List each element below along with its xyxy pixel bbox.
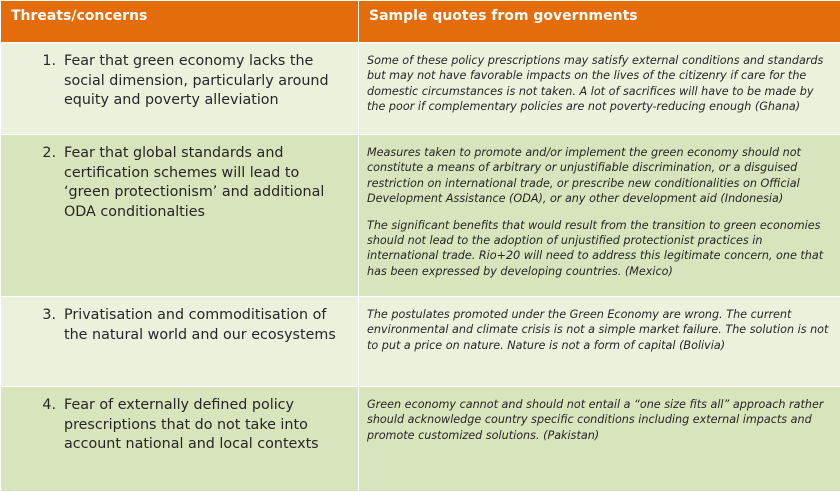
threat-number: 2. — [2, 144, 64, 222]
government-quote: The postulates promoted under the Green Economy are wrong. The current environmental and climate crisis is not a simple market failure. The solution is not to put a price on nature. Nature is not a form of capital (Bolivia) — [360, 298, 839, 353]
threat-cell — [1, 135, 359, 297]
threat-cell — [1, 43, 359, 135]
quote-cell — [359, 135, 840, 297]
threat-cell — [1, 297, 359, 387]
table-row — [1, 135, 840, 297]
threat-text: Fear that global standards and certification schemes will lead to ‘green protectionism’ and additional ODA conditionalties — [64, 144, 349, 222]
threat-number: 4. — [2, 396, 64, 455]
quote-cell — [359, 387, 840, 492]
header-row — [1, 1, 840, 43]
quote-cell — [359, 297, 840, 387]
table-row — [1, 43, 840, 135]
header-threats: Threats/concerns — [1, 1, 359, 43]
threat-cell — [1, 387, 359, 492]
table-row — [1, 387, 840, 492]
threat-text: Privatisation and commoditisation of the natural world and our ecosystems — [64, 306, 349, 345]
table-row — [1, 297, 840, 387]
quote-cell — [359, 43, 840, 135]
header-quotes: Sample quotes from governments — [359, 1, 840, 43]
threat-text: Fear that green economy lacks the social dimension, particularly around equity and poverty alleviation — [64, 52, 349, 111]
threat-number: 1. — [2, 52, 64, 111]
threat-text: Fear of externally defined policy prescriptions that do not take into account national and local contexts — [64, 396, 349, 455]
threat-number: 3. — [2, 306, 64, 345]
government-quote: The significant benefits that would result from the transition to green economies should not lead to the adoption of unjustified protectionist practices in international trade. Rio+20 will need to address this legitimate concern, one that has been expressed by developing countries. (Mexico) — [360, 207, 839, 280]
government-quote: Some of these policy prescriptions may satisfy external conditions and standards but may not have favorable impacts on the lives of the citizenry if care for the domestic circumstances is not taken. A lot of sacrifices will have to be made by the poor if complementary policies are not poverty-reducing enough (Ghana) — [360, 44, 839, 115]
government-quote: Measures taken to promote and/or implement the green economy should not constitute a means of arbitrary or unjustifiable discrimination, or a disguised restriction on international trade, or prescribe new conditionalities on Official Development Assistance (ODA), or any other development aid (Indonesia) — [360, 136, 839, 207]
government-quote: Green economy cannot and should not entail a “one size fits all” approach rather should acknowledge country specific conditions including external impacts and promote customized solutions. (Pakistan) — [360, 388, 839, 443]
